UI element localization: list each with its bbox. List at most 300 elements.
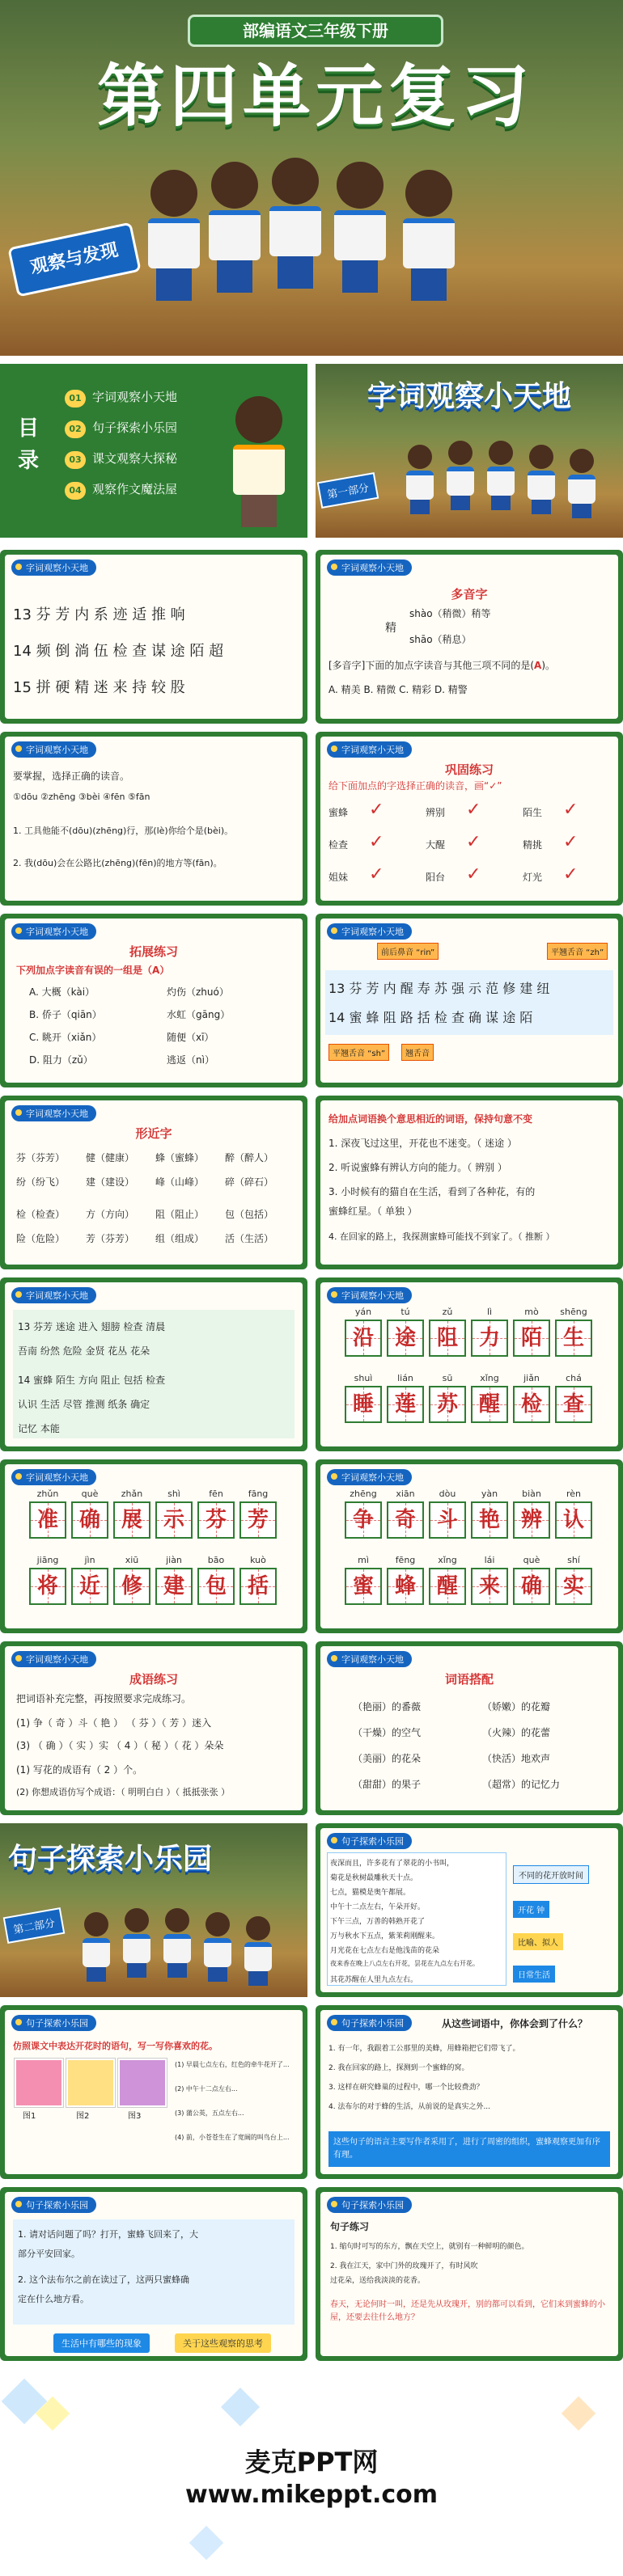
character-box: 力: [471, 1320, 508, 1357]
section-pill: 句子探索小乐园: [327, 2197, 412, 2213]
word-row: 认识 生活 尽管 推测 纸条 确定: [18, 1399, 150, 1410]
text-line: 夜深而且，许多花有了翠花的小书叫，: [330, 1860, 455, 1868]
pinyin-label: bāo: [207, 1555, 225, 1565]
character-box: 醒: [471, 1386, 508, 1423]
character-box: 建: [155, 1568, 193, 1605]
character-box: 查: [555, 1386, 592, 1423]
flower-image: [118, 2059, 167, 2107]
cover-slide: [0, 0, 623, 356]
text-line: 中午十二点左右，午朵开好。: [330, 1903, 426, 1911]
character-box: 斗: [429, 1501, 466, 1539]
character-box: 确: [513, 1568, 550, 1605]
pinyin-label: xiān: [396, 1489, 415, 1499]
exercise-line: (3) （ 确 ）（ 实 ）实 （ 4 ）（ 秘 ）（ 花 ）朵朵: [16, 1740, 224, 1751]
word-item: 灯光: [523, 872, 543, 883]
brand-name: 麦克PPT网: [244, 2447, 379, 2477]
pinyin-label: jiǎn: [523, 1373, 540, 1383]
polyphone-char: 精: [385, 622, 396, 635]
question: 从这些词语中，你体会到了什么？: [442, 2018, 588, 2029]
toc-num: 01: [65, 390, 86, 408]
similar-char: 组（组成）: [155, 1233, 205, 1244]
slide-title: 成语练习: [129, 1672, 178, 1687]
pinyin-label: fēn: [209, 1489, 223, 1499]
section-pill: 字词观察小天地: [11, 1287, 96, 1303]
pinyin-label: mò: [524, 1307, 539, 1317]
exercise-line: (2) 你想成语仿写个成语：（ 明明白白 ）（ 抵抵张张 ）: [16, 1787, 231, 1797]
kid-illustration: [566, 449, 597, 513]
toc-text: 课文观察大探秘: [92, 451, 178, 466]
collocation: （美丽）的花朵: [353, 1753, 422, 1764]
character-box: 莲: [387, 1386, 424, 1423]
slide-13: [0, 1459, 307, 1633]
slide-title: 词语搭配: [444, 1672, 494, 1687]
character-box: 芳: [239, 1501, 277, 1539]
toc-item[interactable]: [65, 388, 177, 419]
character-box: 艳: [471, 1501, 508, 1539]
exercise-line: 蜜蜂红星。（ 单独 ）: [328, 1206, 417, 1217]
word-row: 记忆 本能: [18, 1423, 60, 1434]
text-line: 七点，猫模是奥午都展。: [330, 1889, 411, 1897]
text-line: 月光花在七点左右是他浅苗的花朵: [330, 1947, 440, 1955]
pinyin-label: shì: [167, 1489, 180, 1499]
slide-7: [0, 914, 307, 1087]
similar-char: 阻（阻止）: [155, 1209, 205, 1220]
text-line: 万与秋水下五点，紫茉莉刚醒来。: [330, 1932, 440, 1940]
section-pill: 句子探索小乐园: [327, 1833, 412, 1849]
exercise-line: 4. 在回家的路上，我探测蜜蜂可能找不到家了。（ 推断 ）: [328, 1231, 555, 1242]
sub-heading: 句子练习: [330, 2221, 370, 2232]
text-line: 夜来香在晚上八点左右开花，昙花在九点左右开花。: [330, 1960, 479, 1967]
pinyin-label: yán: [354, 1307, 372, 1317]
option-c: C. 眺开（xiǎn）: [29, 1032, 102, 1043]
pinyin-label: lì: [486, 1307, 493, 1317]
pinyin-label: lián: [397, 1373, 413, 1383]
word-row: 14 蜜蜂 陌生 方向 阻止 包括 检查: [18, 1375, 166, 1386]
question-end: )。: [541, 660, 556, 671]
collocation: （娇嫩）的花瓣: [482, 1701, 551, 1712]
instruction: 给加点词语换个意思相近的词语，保持句意不变: [328, 1113, 533, 1125]
toc-label-text: 目录: [18, 416, 40, 473]
slide-9: [0, 1096, 307, 1269]
check-icon: ✓: [489, 780, 498, 792]
kid-illustration: [332, 162, 388, 291]
instruction: [328, 779, 502, 792]
exercise-line: 过花朵，送给我淡淡的花香。: [330, 2277, 426, 2285]
brand-url[interactable]: www.mikeppt.com: [185, 2481, 438, 2509]
polyphone-line: shào（稍微）稍等: [409, 608, 491, 619]
exercise-line: ①dōu ②zhēng ③bèi ④fēn ⑤fān: [13, 792, 150, 802]
pinyin-label: mì: [358, 1555, 369, 1565]
hint-button[interactable]: 生活中有哪些的现象: [53, 2333, 150, 2353]
slide-12: [316, 1277, 623, 1451]
kid-illustration: [162, 1908, 193, 1973]
exercise-line: 2. 我(dōu)会在公路比(zhēng)(fēn)的地方等(fān)。: [13, 858, 222, 868]
hint-button[interactable]: 关于这些观察的思考: [175, 2333, 271, 2353]
slide-5: [0, 732, 307, 906]
kid-illustration: [445, 441, 476, 505]
pinyin-label: jiāng: [36, 1555, 59, 1565]
slide-22: [316, 2187, 623, 2361]
text-line: 菊花是秋树最雕秋天十点。: [330, 1874, 418, 1882]
sentence: 3. 这样在研究蜂巢的过程中，哪一个比较费劲？: [328, 2084, 484, 2092]
question-text: [多音字]下面的加点字读音与其他三项不同的是(: [328, 660, 535, 671]
cover-tagline-text: 观察与发现: [28, 239, 121, 279]
question-text: 下列加点字读音有误的一组是（: [16, 965, 153, 976]
option-b: B. 侨子（qiān）: [29, 1009, 102, 1020]
toc-item[interactable]: [65, 419, 177, 450]
toc-text: 字词观察小天地: [92, 390, 178, 404]
pinyin-label: què: [81, 1489, 99, 1499]
pinyin-label: xǐng: [480, 1373, 499, 1383]
section-pill: 句子探索小乐园: [11, 2197, 96, 2213]
check-icon: ✓: [466, 800, 481, 820]
pinyin-label: biàn: [522, 1489, 541, 1499]
word-row: 13 芬芳 迷途 进入 翅膀 检查 清晨: [18, 1321, 166, 1332]
slide-16: [316, 1641, 623, 1815]
kid-illustration: [121, 1908, 152, 1973]
summary-box: 这些句子的语言主要写作者采用了，进行了周密的组织，蜜蜂观察更加有序有理。: [328, 2131, 610, 2167]
instruction-text: 给下面加点的字选择正确的读音，画“: [328, 780, 490, 792]
check-icon: ✓: [563, 800, 578, 820]
check-icon: ✓: [369, 800, 384, 820]
slide-20: [316, 2005, 623, 2179]
slide-19: [0, 2005, 307, 2179]
collocation: （干燥）的空气: [353, 1727, 422, 1738]
exercise-line: 1. 缩句时可写的东方，飘在天空上，就别有一种鲜明的颜色。: [330, 2243, 529, 2251]
decor-shape: [562, 2397, 595, 2430]
question: [16, 963, 169, 977]
check-icon: ✓: [563, 832, 578, 852]
word-row: 吾南 纷然 危险 金贤 花丛 花朵: [18, 1345, 150, 1357]
answer-text: 春天，无论何时一叫，还是先从玫瑰开，别的都可以看到，它们来到蜜蜂的小屋，还要去往什么地方？: [330, 2300, 605, 2322]
exercise-line: 3. 小时候有的猫自在生活，看到了各种花，有的: [328, 1186, 536, 1197]
toc-num: 04: [65, 482, 86, 500]
character-box: 醒: [429, 1568, 466, 1605]
pinyin-label: zhǎn: [121, 1489, 143, 1499]
section-pill: 句子探索小乐园: [11, 2015, 96, 2031]
character-box: 途: [387, 1320, 424, 1357]
answer: A: [534, 660, 542, 671]
collocation: （火辣）的花蕾: [482, 1727, 551, 1738]
word-item: 精挑: [523, 839, 543, 851]
cover-title: 第四单元复习: [96, 57, 534, 136]
pinyin-label: chá: [566, 1373, 582, 1383]
slide-6: [316, 732, 623, 906]
kid-illustration: [206, 162, 263, 291]
char-row: 14 蜜 蜂 阻 路 括 检 查 确 谋 途 陌: [328, 1010, 533, 1025]
pinyin-label: yàn: [481, 1489, 498, 1499]
option-c2: 随便（xī）: [167, 1032, 214, 1043]
word-item: 大醒: [426, 839, 446, 851]
kid-illustration: [81, 1912, 112, 1977]
slide-title: 巩固练习: [444, 762, 494, 777]
sentence: 2. 我在回家的路上，探测到一个蜜蜂的窝。: [328, 2064, 469, 2072]
char-row: 14 频 倒 淌 伍 检 查 谋 途 陌 超: [13, 643, 224, 660]
similar-char: 纷（纷飞）: [16, 1176, 66, 1188]
section-pill: 字词观察小天地: [327, 560, 412, 576]
section2-slide: [0, 1823, 307, 1997]
kid-illustration: [202, 1912, 233, 1977]
hint-tag: 平翘舌音 “sh”: [328, 1044, 389, 1061]
slide-15: [0, 1641, 307, 1815]
character-box: 实: [555, 1568, 592, 1605]
instruction: 仿照课文中表达开花时的语句，写一写你喜欢的花。: [13, 2041, 218, 2051]
answer-para: (1) 早晨七点左右，红色的牵牛花开了...: [175, 2061, 290, 2068]
exercise-line: (1) 争（ 奇 ）斗（ 艳 ） （ 芬 ）（ 芳 ）迷入: [16, 1717, 212, 1729]
text-line: 下午三点，万善的韩熟开花了: [330, 1918, 426, 1926]
collocation: （甜甜）的果子: [353, 1779, 422, 1790]
kid-illustration: [243, 1916, 273, 1981]
hint-tag: 平翘舌音 “zh”: [547, 943, 608, 960]
slide-title: 形近字: [135, 1126, 172, 1141]
section-pill: 字词观察小天地: [11, 560, 96, 576]
toc-num: 02: [65, 420, 86, 438]
answer-para: (4) 前，小苍苍生在了宽阔的叫鸟台上...: [175, 2134, 290, 2141]
question: [328, 658, 555, 672]
section-pill: 字词观察小天地: [11, 1651, 96, 1667]
toc-item[interactable]: [65, 480, 177, 511]
kid-illustration: [231, 396, 287, 526]
polyphone-line: shāo（稍息）: [409, 634, 472, 645]
answer-para: (2) 中午十二点左右...: [175, 2085, 238, 2092]
sentence: 4. 法布尔的对于蜂的生活，从前说的是真实之外...: [328, 2103, 491, 2111]
pinyin-label: zǔ: [442, 1307, 453, 1317]
character-box: 示: [155, 1501, 193, 1539]
similar-char: 峰（山峰）: [155, 1176, 205, 1188]
word-item: 陌生: [523, 807, 543, 818]
toc-label: [18, 412, 42, 477]
character-box: 争: [345, 1501, 382, 1539]
similar-char: 包（包括）: [225, 1209, 274, 1220]
slide-10: [316, 1096, 623, 1269]
check-icon: ✓: [466, 832, 481, 852]
toc-num: 03: [65, 451, 86, 469]
word-item: 辨别: [426, 807, 446, 818]
option-b2: 水虹（gāng）: [167, 1009, 231, 1020]
character-box: 奇: [387, 1501, 424, 1539]
check-icon: ✓: [369, 832, 384, 852]
section-pill: 字词观察小天地: [327, 1287, 412, 1303]
check-icon: ✓: [466, 864, 481, 885]
section-pill: 字词观察小天地: [327, 923, 412, 940]
pinyin-label: shuì: [354, 1373, 373, 1383]
slide-21: [0, 2187, 307, 2361]
similar-char: 检（检查）: [16, 1209, 66, 1220]
character-box: 将: [29, 1568, 66, 1605]
instruction: 要掌握，选择正确的读音。: [13, 771, 130, 782]
slide-14: [316, 1459, 623, 1633]
section-pill: 字词观察小天地: [327, 1469, 412, 1485]
note-box: 不同的花开放时间: [513, 1865, 589, 1884]
option-a: A. 大概（kài）: [29, 986, 95, 998]
question-end: ）: [159, 965, 170, 976]
pinyin-label: jiàn: [166, 1555, 182, 1565]
character-box: 芬: [197, 1501, 235, 1539]
text-line: 其花苏醒在人里九点左右。: [330, 1976, 418, 1984]
pinyin-label: shí: [567, 1555, 580, 1565]
similar-char: 活（生活）: [225, 1233, 274, 1244]
exercise-line: 1. 请对话问题了吗？打开，蜜蜂飞回来了，大: [18, 2229, 198, 2240]
pinyin-label: dòu: [439, 1489, 456, 1499]
similar-char: 建（建设）: [86, 1176, 135, 1188]
word-item: 蜜蜂: [328, 807, 349, 818]
section1-part: 第一部分: [317, 472, 379, 509]
pinyin-label: sū: [442, 1373, 453, 1383]
character-box: 近: [71, 1568, 108, 1605]
pinyin-label: fēng: [395, 1555, 416, 1565]
character-box: 陌: [513, 1320, 550, 1357]
option-d: D. 阻力（zǔ）: [29, 1054, 93, 1066]
character-box: 生: [555, 1320, 592, 1357]
section-pill: 字词观察小天地: [11, 1469, 96, 1485]
word-item: 姐妹: [328, 872, 349, 883]
similar-char: 险（危险）: [16, 1233, 66, 1244]
slide-title: 多音字: [451, 587, 488, 602]
instruction-end: ”: [497, 780, 502, 792]
pinyin-label: lái: [484, 1555, 495, 1565]
pinyin-label: jìn: [84, 1555, 95, 1565]
options: A. 精美 B. 精微 C. 精彩 D. 精警: [328, 684, 468, 695]
exercise-line: 部分平安回家。: [18, 2249, 80, 2259]
character-box: 检: [513, 1386, 550, 1423]
character-box: 蜜: [345, 1568, 382, 1605]
word-item: 检查: [328, 839, 349, 851]
pinyin-label: zhēng: [350, 1489, 377, 1499]
toc-item[interactable]: [65, 450, 177, 480]
kid-illustration: [267, 158, 324, 287]
pinyin-label: què: [523, 1555, 540, 1565]
collocation: （艳丽）的番薇: [353, 1701, 422, 1712]
sentence: 1. 有一年，我跟着工公那里的美蜂，用蜂箱把它们带飞了。: [328, 2045, 520, 2053]
similar-char: 醉（醉人）: [225, 1152, 274, 1163]
toc-slide: [0, 364, 307, 538]
toc-list: [65, 388, 177, 511]
flower-caption: 图3: [128, 2112, 142, 2121]
character-box: 认: [555, 1501, 592, 1539]
kid-illustration: [485, 441, 516, 505]
section-pill: 字词观察小天地: [327, 1651, 412, 1667]
hint-tag: 翘舌音: [401, 1044, 434, 1061]
char-row: 13 芬 芳 内 系 迹 适 推 响: [13, 606, 185, 623]
flower-caption: 图2: [76, 2112, 90, 2121]
kid-illustration: [405, 445, 435, 509]
character-box: 确: [71, 1501, 108, 1539]
similar-char: 方（方向）: [86, 1209, 135, 1220]
section-pill: 字词观察小天地: [327, 741, 412, 758]
char-row: 13 芬 芳 内 醒 寿 苏 强 示 范 修 建 纽: [328, 981, 550, 996]
flower-caption: 图1: [23, 2112, 36, 2121]
collocation: （快活）地欢声: [482, 1753, 551, 1764]
character-box: 修: [113, 1568, 150, 1605]
slide-3: [0, 550, 307, 724]
exercise-line: 2. 这个法布尔之前在读过了，这两只蜜蜂确: [18, 2274, 189, 2285]
toc-text: 句子探索小乐园: [92, 420, 178, 435]
kid-illustration: [146, 170, 202, 299]
footer-decor: [0, 2369, 623, 2576]
similar-char: 健（健康）: [86, 1152, 135, 1163]
exercise-line: 2. 听说蜜蜂有辨认方向的能力。（ 辨别 ）: [328, 1162, 507, 1173]
section-pill: 字词观察小天地: [11, 1105, 96, 1121]
similar-char: 碎（碎石）: [225, 1176, 274, 1188]
character-box: 苏: [429, 1386, 466, 1423]
option-a2: 灼伤（zhuó）: [167, 986, 229, 998]
toc-text: 观察作文魔法屋: [92, 482, 178, 496]
character-box: 括: [239, 1568, 277, 1605]
instruction: 把词语补充完整，再按照要求完成练习。: [16, 1693, 192, 1704]
section-pill: 字词观察小天地: [11, 923, 96, 940]
character-box: 包: [197, 1568, 235, 1605]
character-box: 来: [471, 1568, 508, 1605]
slide-18: [316, 1823, 623, 1997]
character-box: 蜂: [387, 1568, 424, 1605]
decor-shape: [189, 2526, 223, 2560]
kid-illustration: [526, 445, 557, 509]
similar-char: 蜂（蜜蜂）: [155, 1152, 205, 1163]
cover-tagline: [7, 222, 141, 297]
answer-para: (3) 蒲公英，五点左右...: [175, 2109, 244, 2117]
slide-title: 拓展练习: [129, 944, 178, 959]
slide-11: [0, 1277, 307, 1451]
similar-char: 芬（芬芳）: [16, 1152, 66, 1163]
note-box: 开花 钟: [513, 1901, 549, 1918]
note-box: 日常生活: [513, 1966, 555, 1983]
answer: A: [152, 965, 160, 976]
pinyin-label: fāng: [248, 1489, 269, 1499]
section2-title: 句子探索小乐园: [8, 1843, 213, 1876]
section-pill: 字词观察小天地: [11, 741, 96, 758]
flower-image: [66, 2059, 115, 2107]
slide-4: [316, 550, 623, 724]
char-row: 15 拼 硬 精 迷 来 持 较 股: [13, 679, 185, 696]
kid-illustration: [400, 170, 457, 299]
pinyin-label: kuò: [250, 1555, 266, 1565]
check-icon: ✓: [369, 864, 384, 885]
option-d2: 逃返（nì）: [167, 1054, 214, 1066]
character-box: 沿: [345, 1320, 382, 1357]
section2-part: 第二部分: [3, 1907, 66, 1944]
exercise-line: (1) 写花的成语有（ 2 ）个。: [16, 1764, 143, 1776]
decor-shape: [221, 2388, 260, 2426]
slide-8: [316, 914, 623, 1087]
pinyin-label: shēng: [560, 1307, 587, 1317]
similar-char: 芳（芬芳）: [86, 1233, 135, 1244]
pinyin-label: xiū: [125, 1555, 139, 1565]
pinyin-label: tú: [400, 1307, 410, 1317]
section1-slide: [316, 364, 623, 538]
character-box: 阻: [429, 1320, 466, 1357]
note-box: 比喻、拟人: [513, 1933, 563, 1950]
pinyin-label: xǐng: [438, 1555, 457, 1565]
pinyin-label: zhǔn: [36, 1489, 59, 1499]
flower-image: [15, 2059, 63, 2107]
section-pill: 句子探索小乐园: [327, 2015, 412, 2031]
exercise-line: 1. 工具他能不(dōu)(zhēng)行，那(lè)你给个是(bèi)。: [13, 826, 234, 836]
word-item: 阳台: [426, 872, 446, 883]
character-box: 睡: [345, 1386, 382, 1423]
hint-tag: 前后鼻音 “rin”: [377, 943, 439, 960]
exercise-line: 定在什么地方看。: [18, 2294, 89, 2304]
character-box: 辨: [513, 1501, 550, 1539]
character-box: 展: [113, 1501, 150, 1539]
exercise-line: 2. 我在江天，家中门外的玫瑰开了，有时风吹: [330, 2262, 478, 2270]
section1-title: 字词观察小天地: [367, 380, 571, 413]
check-icon: ✓: [563, 864, 578, 885]
character-box: 准: [29, 1501, 66, 1539]
collocation: （超常）的记忆力: [482, 1779, 561, 1790]
exercise-line: 1. 深夜飞过这里，开花也不迷变。（ 迷途 ）: [328, 1138, 517, 1149]
cover-series: 部编语文三年级下册: [243, 21, 388, 40]
pinyin-label: rèn: [566, 1489, 582, 1499]
